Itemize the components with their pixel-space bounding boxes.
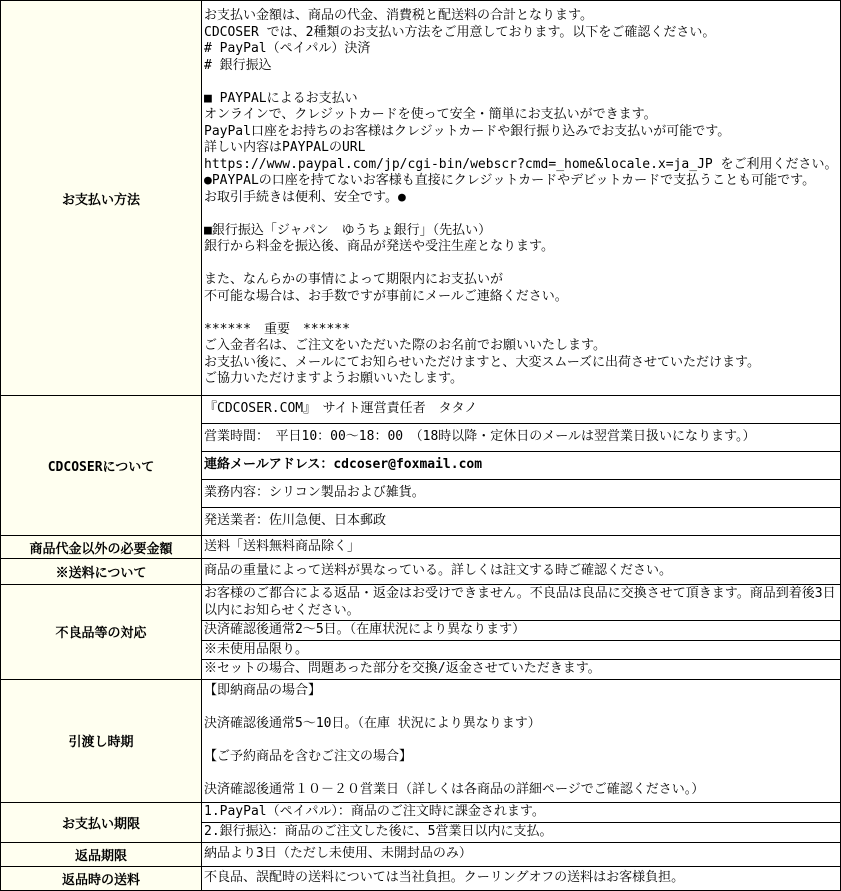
text-line: PayPal口座をお持ちのお客様はクレジットカードや銀行振り込みでお支払いが可能です。 (204, 123, 731, 139)
table-row (1, 585, 841, 621)
text-line: 決済確認後通常2～5日。（在庫状況により異なります） (204, 622, 526, 637)
text-line: ご入金者名は、ご注文をいただいた際のお名前でお願いいたします。 (204, 338, 606, 354)
text-line: ■銀行振込「ジャパン ゆうちょ銀行」（先払い） (204, 222, 492, 238)
text-line: 【即納商品の場合】 (204, 682, 322, 698)
text-line: 不良品、誤配時の送料については当社負担。クーリングオフの送料はお客様負担。 (204, 869, 685, 885)
text-line: 詳しい内容はPAYPALのURL (204, 140, 366, 156)
table-row (1, 559, 841, 585)
row-content-cell (202, 559, 841, 585)
text-line: 1.PayPal（ペイパル）：商品のご注文時に課金されます。 (204, 803, 545, 819)
info-table-body (1, 1, 841, 891)
text-line: ※セットの場合、問題あった部分を交換/返金させていただきます。 (204, 661, 601, 676)
text-line: お取引手続きは便利、安全です。● (204, 189, 406, 205)
contact-email-text: 連絡メールアドレス：cdcoser@foxmail.com (204, 457, 483, 473)
text-line: 商品の重量によって送料が異なっている。詳しくは註文する時ご確認ください。 (204, 563, 673, 579)
row-content-cell (202, 679, 841, 802)
text-line: 不可能な場合は、お手数ですが事前にメールご連絡ください。 (204, 288, 568, 304)
row-content-cell (202, 660, 841, 680)
row-header: お支払い方法 (1, 1, 202, 396)
text-line: # 銀行振込 (204, 57, 272, 73)
text-line: 『CDCOSER.COM』 サイト運営責任者 タタノ (204, 401, 478, 417)
row-header: 返品時の送料 (1, 866, 202, 890)
text-line: お客様のご都合による返品・返金はお受けできません。不良品は良品に交換させて頂きます。商品到着後3日以内にお知らせください。 (204, 586, 836, 618)
row-content-cell (202, 822, 841, 842)
text-line: # PayPal（ペイパル）決済 (204, 41, 371, 57)
row-content-cell (202, 621, 841, 641)
row-header: ※送料について (1, 559, 202, 585)
row-content-cell (202, 842, 841, 866)
row-content-cell (202, 452, 841, 480)
text-line: お支払い後に、メールにてお知らせいただけますと、大変スムーズに出荷させていただけます。 (204, 354, 761, 370)
row-header: CDCOSERについて (1, 396, 202, 536)
table-row (1, 536, 841, 559)
text-line (204, 206, 838, 223)
table-row (1, 866, 841, 890)
text-line: 【ご予約商品を含むご注文の場合】 (204, 748, 413, 764)
text-line: 業務内容：シリコン製品および雑貨。 (204, 485, 425, 501)
text-line: ■ PAYPALによるお支払い (204, 90, 358, 106)
text-line: また、なんらかの事情によって期限内にお支払いが (204, 272, 504, 288)
text-line: ご協力いただけますようお願いいたします。 (204, 371, 463, 387)
row-content-cell (202, 640, 841, 660)
row-content-cell (202, 866, 841, 890)
row-content-cell (202, 396, 841, 424)
row-content-cell (202, 480, 841, 508)
table-row (1, 1, 841, 396)
row-header: 引渡し時期 (1, 679, 202, 802)
text-line: 決済確認後通常１０－２０営業日（詳しくは各商品の詳細ページでご確認ください。） (204, 781, 705, 797)
text-line (204, 305, 838, 322)
row-content-cell (202, 1, 841, 396)
text-line: 納品より3日（ただし未使用、未開封品のみ） (204, 845, 472, 861)
row-content-cell (202, 536, 841, 559)
table-row (1, 396, 841, 424)
row-content-cell (202, 585, 841, 621)
row-header: 返品期限 (1, 842, 202, 866)
paypal-url-text: https://www.paypal.com/jp/cgi-bin/webscr?cmd=_home&locale.x=ja_JP をご利用ください。 (204, 156, 838, 172)
text-line: 決済確認後通常5～10日。（在庫 状況により異なります） (204, 715, 541, 731)
row-content-cell (202, 508, 841, 536)
text-line: ●PAYPALの口座を持てないお客様も直接にクレジットカードやデビットカードで支払うことも可能です。 (204, 173, 816, 189)
row-header: 不良品等の対応 (1, 585, 202, 680)
text-line (204, 699, 838, 716)
row-header: お支払い期限 (1, 802, 202, 842)
text-line (204, 256, 838, 273)
table-row (1, 679, 841, 802)
text-line: 銀行から料金を振込後、商品が発送や受注生産となります。 (204, 239, 554, 255)
table-row (1, 842, 841, 866)
text-line: お支払い金額は、商品の代金、消費税と配送料の合計となります。 (204, 8, 593, 24)
table-row (1, 802, 841, 822)
text-line (204, 765, 838, 782)
row-content-cell (202, 802, 841, 822)
row-content-cell (202, 424, 841, 452)
text-line: ※未使用品限り。 (204, 641, 309, 657)
text-line: 送料「送料無料商品除く」 (204, 538, 361, 554)
text-line: オンラインで、クレジットカードを使って安全・簡単にお支払いができます。 (204, 107, 657, 123)
text-line: 営業時間： 平日10：00～18：00 （18時以降・定休日のメールは翌営業日扱いになります。） (204, 429, 756, 445)
text-line: 発送業者：佐川急便、日本郵政 (204, 513, 387, 529)
row-header: 商品代金以外の必要金額 (1, 536, 202, 559)
text-line: ****** 重要 ****** (204, 321, 350, 337)
text-line: CDCOSER では、2種類のお支払い方法をご用意しております。以下をご確認ください。 (204, 24, 716, 40)
text-line: 2.銀行振込：商品のご注文した後に、5営業日以内に支払。 (204, 823, 553, 839)
text-line (204, 74, 838, 91)
text-line (204, 732, 838, 749)
